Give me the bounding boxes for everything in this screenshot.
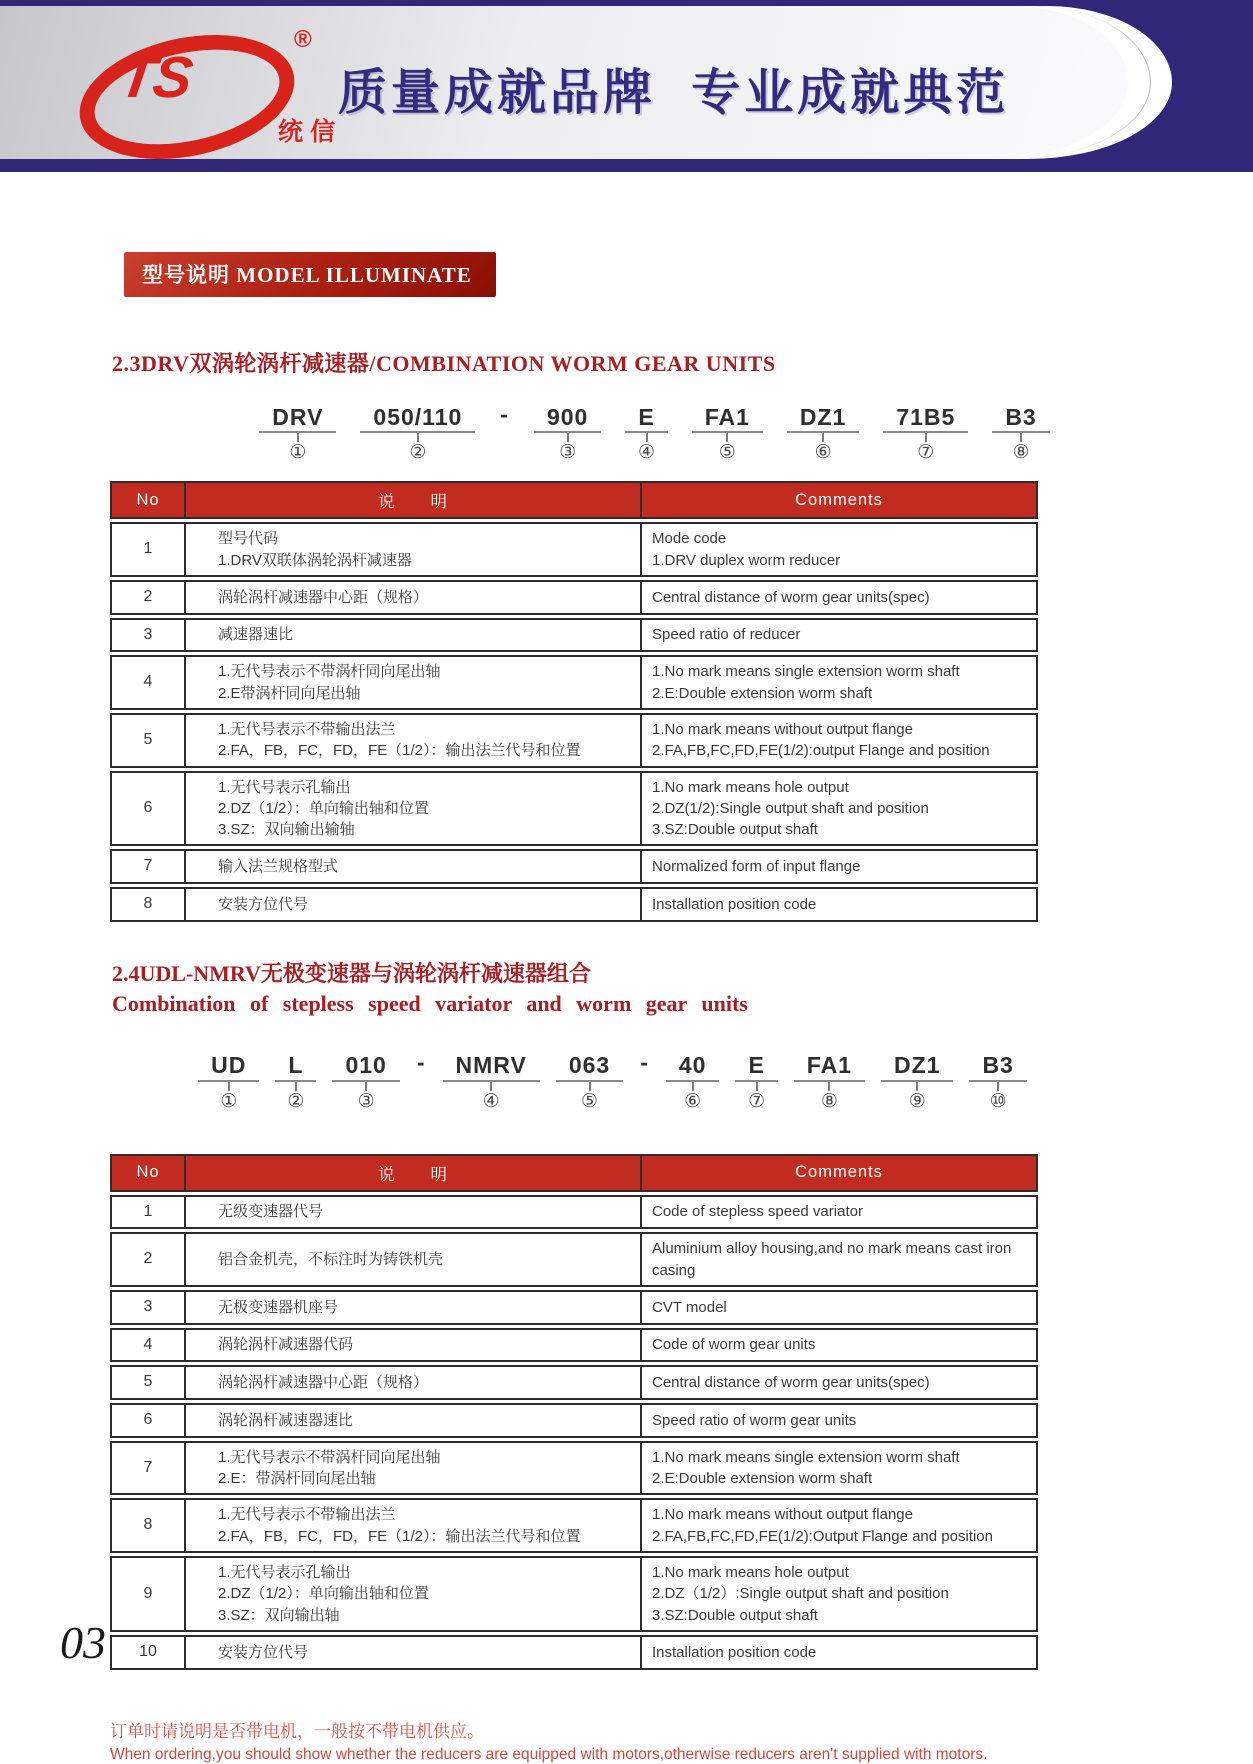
description-line: 1.无代号表示不带涡杆同向尾出轴 (218, 663, 441, 681)
model-code-segment (332, 1052, 399, 1112)
comment-line: 2.E:Double extension worm shaft (652, 1470, 873, 1488)
table-row (110, 1635, 1038, 1670)
description-cell (186, 713, 642, 768)
row-number: 10 (110, 1635, 186, 1670)
connector-line (916, 1082, 918, 1091)
circled-number: ⑧ (1012, 442, 1030, 464)
comment-line: Speed ratio of worm gear units (652, 1411, 857, 1429)
comment-line: Speed ratio of reducer (652, 626, 801, 644)
comment-line: 2.DZ（1/2）:Single output shaft and position (652, 1585, 949, 1603)
row-number: 7 (110, 1441, 186, 1496)
model-code-text: NMRV (443, 1052, 540, 1081)
table-row (110, 655, 1038, 710)
model-code-segment (625, 404, 667, 464)
comment-line: 1.No mark means without output flange (652, 1506, 913, 1524)
row-number: 8 (110, 887, 186, 922)
description-line: 涡轮涡杆减速器中心距（规格） (218, 588, 429, 606)
company-logo (62, 20, 382, 150)
connector-line (925, 433, 927, 442)
description-line: 1.无代号表示孔输出 (218, 778, 351, 796)
model-code-segment (556, 1052, 623, 1112)
row-number: 5 (110, 1365, 186, 1400)
row-number: 2 (110, 1232, 186, 1287)
model-table-1 (110, 478, 1038, 925)
comment-line: Mode code (652, 530, 727, 548)
comment-line: 2.FA,FB,FC,FD,FE(1/2):Output Flange and position (652, 1527, 993, 1545)
table-row (110, 1232, 1038, 1287)
model-code-segment (198, 1052, 259, 1112)
model-code-segment (443, 1052, 540, 1112)
connector-line (365, 1082, 367, 1091)
comment-line: 1.No mark means without output flange (652, 720, 913, 738)
row-number: 2 (110, 580, 186, 615)
row-number: 4 (110, 655, 186, 710)
comments-cell (642, 713, 1038, 768)
model-code-text: UD (198, 1052, 259, 1081)
model-code-text: - (640, 1049, 649, 1076)
model-code-text: E (625, 404, 667, 433)
model-table-2 (110, 1151, 1038, 1673)
circled-number: ③ (357, 1090, 375, 1112)
description-line: 2.E：带涡杆同向尾出轴 (218, 1470, 376, 1488)
model-code-text: 71B5 (883, 404, 968, 433)
model-code-segment (735, 1052, 777, 1112)
description-cell (186, 1635, 642, 1670)
connector-line (646, 433, 648, 442)
circled-number: ⑧ (820, 1090, 838, 1112)
ordering-note-en: When ordering,you should show whether the reducers are equipped with motors,otherwise reducers aren't supplied with motors. (110, 1745, 988, 1763)
ordering-note-cn: 订单时请说明是否带电机，一般按不带电机供应。 (110, 1721, 484, 1741)
comment-line: Normalized form of input flange (652, 858, 861, 876)
comments-cell (642, 1195, 1038, 1230)
model-code-text: - (500, 401, 509, 427)
model-code-dash (499, 401, 510, 430)
description-cell (186, 618, 642, 653)
model-code-segment (969, 1052, 1026, 1112)
model-code-text: - (416, 1049, 426, 1076)
section2-title-cn: 2.4UDL-NMRV无极变速器与涡轮涡杆减速器组合 (112, 960, 591, 986)
description-cell (186, 655, 642, 710)
row-number: 1 (110, 522, 186, 577)
comments-cell (642, 1232, 1038, 1287)
comments-cell (642, 655, 1038, 710)
description-line: 安装方位代号 (218, 1643, 309, 1661)
circled-number: ⑩ (989, 1090, 1007, 1112)
comment-line: 1.No mark means single extension worm shaft (652, 663, 960, 681)
table-row (110, 618, 1038, 653)
comment-line: Aluminium alloy housing,and no mark means cast iron casing (652, 1240, 1012, 1279)
description-line: 1.DRV双联体涡轮涡杆减速器 (218, 551, 412, 569)
model-code-text: 40 (666, 1052, 720, 1081)
row-number: 3 (110, 1290, 186, 1325)
row-number: 6 (110, 1403, 186, 1438)
connector-line (589, 1082, 591, 1091)
circled-number: ⑥ (684, 1090, 702, 1112)
description-cell (186, 771, 642, 847)
comments-cell (642, 522, 1038, 577)
comments-cell (642, 1556, 1038, 1632)
table-row (110, 522, 1038, 577)
comment-line: 2.FA,FB,FC,FD,FE(1/2):output Flange and position (652, 742, 990, 760)
description-line: 减速器速比 (218, 626, 294, 644)
circled-number: ⑤ (580, 1090, 599, 1112)
comments-cell (642, 1365, 1038, 1400)
description-cell (186, 1498, 642, 1553)
header (0, 0, 1253, 172)
column-header: No (110, 1154, 186, 1192)
table-row (110, 849, 1038, 884)
description-line: 输入法兰规格型式 (218, 858, 339, 876)
model-code-text: FA1 (692, 404, 763, 433)
description-line: 1.无代号表示不带涡杆同向尾出轴 (218, 1448, 441, 1466)
connector-line (726, 433, 728, 442)
comments-cell (642, 1290, 1038, 1325)
model-code-dash (416, 1049, 427, 1078)
model-code-text: E (735, 1052, 777, 1081)
comment-line: 2.DZ(1/2):Single output shaft and position (652, 799, 929, 817)
comment-line: Installation position code (652, 895, 817, 913)
connector-line (490, 1082, 492, 1091)
model-code-text: 063 (556, 1052, 623, 1081)
table-row (110, 580, 1038, 615)
row-number: 6 (110, 771, 186, 847)
section2-title-en: Combination of stepless speed variator and worm gear units (112, 990, 748, 1016)
row-number: 7 (110, 849, 186, 884)
description-cell (186, 887, 642, 922)
connector-line (828, 1082, 830, 1091)
description-line: 无级变速器代号 (218, 1203, 324, 1221)
connector-line (295, 1082, 297, 1091)
description-line: 安装方位代号 (218, 895, 309, 913)
model-code-segment (883, 404, 968, 464)
comments-cell (642, 1441, 1038, 1496)
description-line: 铝合金机壳，不标注时为铸铁机壳 (218, 1250, 444, 1268)
section-banner: 型号说明 MODEL ILLUMINATE (124, 252, 496, 297)
description-line: 2.FA，FB，FC，FD，FE（1/2）：输出法兰代号和位置 (218, 1527, 581, 1545)
table-row (110, 1498, 1038, 1553)
connector-line (567, 433, 569, 442)
model-code-text: B3 (969, 1052, 1026, 1081)
row-number: 8 (110, 1498, 186, 1553)
table-header-row (110, 1154, 1038, 1192)
model-code-dash (639, 1049, 650, 1078)
section2-title (112, 959, 1253, 1018)
table-row (110, 1365, 1038, 1400)
circled-number: ② (287, 1090, 305, 1112)
description-line: 无极变速器机座号 (218, 1298, 339, 1316)
description-line: 1.无代号表示不带输出法兰 (218, 1506, 396, 1524)
connector-line (228, 1082, 230, 1091)
comments-cell (642, 1635, 1038, 1670)
table-header-row (110, 481, 1038, 519)
description-cell (186, 580, 642, 615)
comments-cell (642, 1498, 1038, 1553)
description-line: 3.SZ：双向输出输轴 (218, 821, 355, 839)
connector-line (756, 1082, 758, 1091)
comments-cell (642, 771, 1038, 847)
circled-number: ⑨ (908, 1090, 926, 1112)
description-cell (186, 849, 642, 884)
model-code-text: B3 (992, 404, 1049, 433)
connector-line (997, 1082, 999, 1091)
description-line: 型号代码 (218, 530, 279, 548)
comments-cell (642, 887, 1038, 922)
model-code-segment (692, 404, 763, 464)
connector-line (417, 433, 419, 442)
circled-number: ⑥ (814, 442, 832, 464)
column-header: No (110, 481, 186, 519)
table-row (110, 1556, 1038, 1632)
model-code-text: DZ1 (881, 1052, 953, 1081)
page-number: 03 (60, 1617, 106, 1668)
row-number: 9 (110, 1556, 186, 1632)
model-code-text: DRV (259, 404, 336, 433)
model-code-text: L (275, 1052, 316, 1081)
section1-title: 2.3DRV双涡轮涡杆减速器/COMBINATION WORM GEAR UNITS (112, 351, 776, 376)
comment-line: 3.SZ:Double output shaft (652, 821, 818, 839)
connector-line (692, 1082, 694, 1091)
table-row (110, 1195, 1038, 1230)
model-code-2 (0, 1049, 1239, 1112)
comments-cell (642, 580, 1038, 615)
logo-brand-name: 统信 (278, 118, 343, 146)
description-cell (186, 1403, 642, 1438)
comment-line: Central distance of worm gear units(spec) (652, 1374, 930, 1392)
model-code-segment (666, 1052, 720, 1112)
model-code-segment (881, 1052, 953, 1112)
circled-number: ① (220, 1090, 238, 1112)
comment-line: 3.SZ:Double output shaft (652, 1606, 818, 1624)
model-code-text: DZ1 (787, 404, 859, 433)
description-cell (186, 1365, 642, 1400)
description-line: 3.SZ：双向输出轴 (218, 1606, 340, 1624)
circled-number: ④ (482, 1090, 500, 1112)
connector-line (1020, 433, 1022, 442)
description-line: 1.无代号表示不带输出法兰 (218, 720, 396, 738)
model-code-segment (992, 404, 1049, 464)
description-line: 1.无代号表示孔输出 (218, 1563, 351, 1581)
circled-number: ⑦ (917, 442, 935, 464)
model-code-segment (787, 404, 859, 464)
description-line: 涡轮涡杆减速器中心距（规格） (218, 1374, 429, 1392)
table-row (110, 1441, 1038, 1496)
description-line: 2.DZ（1/2）：单向输出轴和位置 (218, 1585, 429, 1603)
logo-ts-text: TS (115, 45, 195, 110)
row-number: 4 (110, 1328, 186, 1363)
circled-number: ④ (637, 442, 656, 464)
column-header: Comments (642, 481, 1038, 519)
comment-line: 1.No mark means hole output (652, 1563, 849, 1581)
connector-line (822, 433, 824, 442)
description-cell (186, 1441, 642, 1496)
comment-line: 1.No mark means single extension worm shaft (652, 1448, 960, 1466)
comment-line: Central distance of worm gear units(spec) (652, 588, 930, 606)
description-line: 涡轮涡杆减速器代码 (218, 1336, 354, 1354)
comments-cell (642, 1403, 1038, 1438)
header-slogan: 质量成就品牌 专业成就典范 (338, 66, 1010, 120)
comments-cell (642, 618, 1038, 653)
model-code-segment (794, 1052, 865, 1112)
table-row (110, 1403, 1038, 1438)
table-row (110, 713, 1038, 768)
table-row (110, 1328, 1038, 1363)
connector-line (297, 433, 299, 442)
description-line: 2.DZ（1/2）：单向输出轴和位置 (218, 799, 429, 817)
comment-line: CVT model (652, 1298, 727, 1316)
circled-number: ⑦ (748, 1090, 766, 1112)
row-number: 1 (110, 1195, 186, 1230)
table-row (110, 1290, 1038, 1325)
description-cell (186, 1195, 642, 1230)
row-number: 5 (110, 713, 186, 768)
row-number: 3 (110, 618, 186, 653)
model-code-text: 900 (534, 404, 601, 433)
model-code-segment (259, 404, 336, 464)
circled-number: ② (409, 442, 427, 464)
comment-line: Code of worm gear units (652, 1336, 816, 1354)
comment-line: Code of stepless speed variator (652, 1203, 863, 1221)
registered-trademark-icon: ® (294, 26, 312, 53)
table-row (110, 771, 1038, 847)
circled-number: ⑤ (718, 442, 736, 464)
model-code-segment (360, 404, 475, 464)
table-row (110, 887, 1038, 922)
circled-number: ① (289, 442, 307, 464)
description-cell (186, 1328, 642, 1363)
description-line: 涡轮涡杆减速器速比 (218, 1411, 354, 1429)
model-code-segment (275, 1052, 316, 1112)
column-header: Comments (642, 1154, 1038, 1192)
comments-cell (642, 849, 1038, 884)
description-cell (186, 1290, 642, 1325)
description-cell (186, 1556, 642, 1632)
model-code-segment (534, 404, 601, 464)
comment-line: Installation position code (652, 1643, 817, 1661)
comment-line: 1.DRV duplex worm reducer (652, 551, 841, 569)
comment-line: 1.No mark means hole output (652, 778, 849, 796)
column-header: 说 明 (186, 481, 642, 519)
description-line: 2.E带涡杆同向尾出轴 (218, 684, 361, 702)
model-code-text: 010 (332, 1052, 399, 1081)
comments-cell (642, 1328, 1038, 1363)
model-code-text: 050/110 (360, 404, 475, 433)
description-cell (186, 1232, 642, 1287)
comment-line: 2.E:Double extension worm shaft (652, 684, 873, 702)
model-code-1 (28, 401, 1253, 464)
column-header: 说 明 (186, 1154, 642, 1192)
description-line: 2.FA，FB，FC，FD，FE（1/2）：输出法兰代号和位置 (218, 742, 581, 760)
description-cell (186, 522, 642, 577)
ordering-note (110, 1717, 1253, 1764)
model-code-text: FA1 (794, 1052, 865, 1081)
circled-number: ③ (559, 442, 577, 464)
